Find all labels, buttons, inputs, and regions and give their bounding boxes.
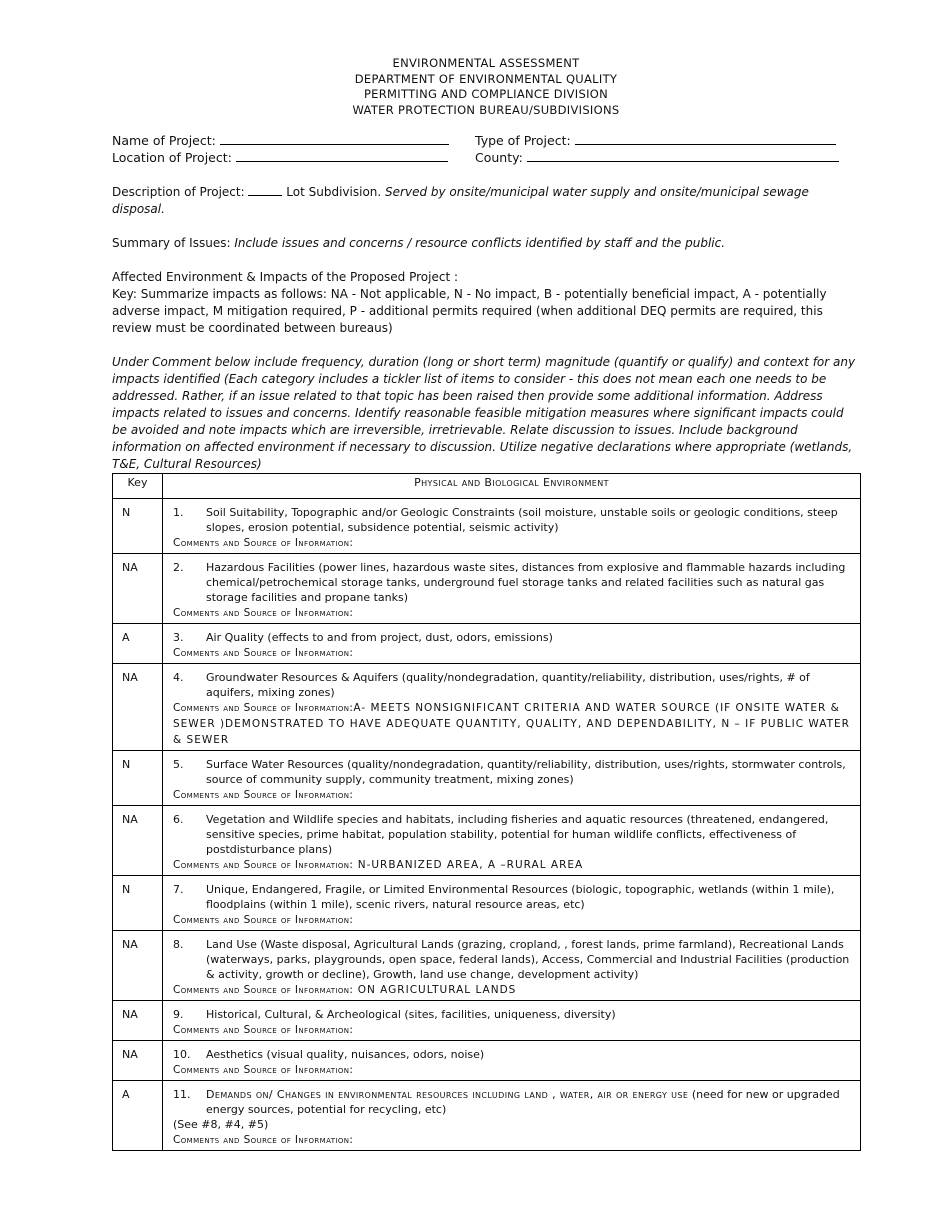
comments-label: Comments and Source of Information: — [173, 537, 354, 549]
lot-subdivision-text: Lot Subdivision. — [286, 185, 382, 199]
row-number: 10. — [173, 1048, 191, 1061]
row-key[interactable]: NA — [113, 1001, 163, 1041]
table-row — [113, 806, 861, 876]
row-body — [163, 751, 861, 806]
comments-label: Comments and Source of Information: — [173, 1024, 354, 1036]
row-key[interactable]: NA — [113, 664, 163, 751]
table-row — [113, 554, 861, 624]
impact-key-text: Key: Summarize impacts as follows: NA - Not applicable, N - No impact, B - potentially beneficial impact, A - potentially adverse impact, M mitigation required, P - additional permits required (when additional DEQ permits are required, this review must be coordinated between bureaus) — [112, 287, 827, 335]
location-of-project-field — [112, 148, 448, 166]
row-number: 1. — [173, 506, 184, 519]
row-number: 4. — [173, 671, 184, 684]
name-of-project-input[interactable] — [220, 131, 449, 145]
document-page — [112, 56, 860, 1151]
row-body — [163, 1081, 861, 1151]
row-body — [163, 806, 861, 876]
impact-table — [112, 473, 861, 1151]
row-body — [163, 1041, 861, 1081]
table-row — [113, 876, 861, 931]
row-body — [163, 554, 861, 624]
table-row — [113, 499, 861, 554]
table-row — [113, 751, 861, 806]
row-key[interactable]: NA — [113, 931, 163, 1001]
table-row — [113, 1081, 861, 1151]
row-text: Groundwater Resources & Aquifers (quality/nondegradation, quantity/reliability, distribution, uses/rights, # of aquifers, mixing zones) — [206, 671, 810, 699]
document-header — [112, 56, 860, 118]
row-number: 5. — [173, 758, 184, 771]
table-row — [113, 664, 861, 751]
row-number: 9. — [173, 1008, 184, 1021]
row-number: 2. — [173, 561, 184, 574]
row-body — [163, 624, 861, 664]
row-text: Hazardous Facilities (power lines, hazardous waste sites, distances from explosive and flammable hazards including chemical/petrochemical storage tanks, underground fuel storage tanks and related facilities such as natural gas storage facilities and propane tanks) — [206, 561, 846, 604]
row-key[interactable]: A — [113, 1081, 163, 1151]
comments-label: Comments and Source of Information: — [173, 1064, 354, 1076]
row-number: 11. — [173, 1088, 191, 1101]
comment-value[interactable]: ON AGRICULTURAL LANDS — [353, 984, 517, 996]
row-body — [163, 664, 861, 751]
comment-value[interactable]: A- MEETS NONSIGNIFICANT CRITERIA AND WATER SOURCE (IF ONSITE WATER & SEWER )DEMONSTRATED TO HAVE ADEQUATE QUANTITY, QUALITY, AND DEPENDABILITY, N – IF PUBLIC WATER & SEWER — [173, 702, 850, 746]
row-key[interactable]: NA — [113, 1041, 163, 1081]
row-text: Surface Water Resources (quality/nondegradation, quantity/reliability, distribution, uses/rights, stormwater controls, source of community supply, community treatment, mixing zones) — [206, 758, 846, 786]
served-by-text: Served by onsite/municipal water supply and onsite/municipal sewage disposal. — [112, 185, 809, 216]
name-of-project-field — [112, 131, 449, 149]
header-line-1: ENVIRONMENTAL ASSESSMENT — [392, 56, 580, 70]
row-key[interactable]: N — [113, 876, 163, 931]
header-line-4: WATER PROTECTION BUREAU/SUBDIVISIONS — [352, 102, 620, 117]
type-of-project-input[interactable] — [575, 131, 836, 145]
comments-label: Comments and Source of Information: — [173, 1134, 354, 1146]
affected-section — [112, 269, 860, 337]
comment-value[interactable]: N-URBANIZED AREA, A –RURAL AREA — [353, 859, 584, 871]
comments-label: Comments and Source of Information: — [173, 859, 354, 871]
header-line-3: PERMITTING AND COMPLIANCE DIVISION — [363, 87, 609, 101]
row-body — [163, 876, 861, 931]
key-column-header: Key — [113, 474, 163, 499]
row-key[interactable]: A — [113, 624, 163, 664]
county-input[interactable] — [527, 148, 839, 162]
project-fields — [112, 131, 860, 165]
table-row — [113, 624, 861, 664]
table-row — [113, 931, 861, 1001]
description-label: Description of Project: — [112, 185, 245, 199]
description-section — [112, 182, 860, 218]
row-number: 7. — [173, 883, 184, 896]
row-text: (need for new or upgraded energy sources, potential for recycling, etc) — [206, 1088, 840, 1116]
row-text: Vegetation and Wildlife species and habitats, including fisheries and aquatic resources (threatened, endangered, sensitive species, prime habitat, population stability, potential for human wildlife conflicts, effectiveness of postdisturbance plans) — [206, 813, 829, 856]
name-of-project-label: Name of Project: — [112, 133, 216, 148]
row-number: 3. — [173, 631, 184, 644]
physical-biological-header: Physical and Biological Environment — [163, 474, 861, 499]
location-of-project-label: Location of Project: — [112, 150, 232, 165]
table-row — [113, 1001, 861, 1041]
summary-text: Include issues and concerns / resource conflicts identified by staff and the public. — [234, 236, 726, 250]
row-key[interactable]: NA — [113, 554, 163, 624]
comments-label: Comments and Source of Information: — [173, 789, 354, 801]
header-line-2: DEPARTMENT OF ENVIRONMENTAL QUALITY — [354, 71, 618, 86]
row-body — [163, 931, 861, 1001]
instructions-text: Under Comment below include frequency, duration (long or short term) magnitude (quantify or qualify) and context for any impacts identified (Each category includes a tickler list of items to consider - this does not mean each one needs to be addressed. Rather, if an issue related to that topic has been raised then provide some additional information. Address impacts related to issues and concerns. Identify reasonable feasible mitigation measures where significant impacts could be avoided and note impacts which are irreversible, irretrievable. Relate discussion to issues. Include background information on affected environment if necessary to discussion. Utilize negative declarations where appropriate (wetlands, T&E, Cultural Resources) — [112, 355, 856, 471]
summary-label: Summary of Issues: — [112, 236, 231, 250]
row-key[interactable]: N — [113, 751, 163, 806]
row-key[interactable]: N — [113, 499, 163, 554]
row-body — [163, 1001, 861, 1041]
comments-label: Comments and Source of Information: — [173, 607, 354, 619]
affected-title: Affected Environment & Impacts of the Proposed Project : — [112, 270, 459, 284]
lot-count-input[interactable] — [248, 182, 282, 196]
row-text: Unique, Endangered, Fragile, or Limited Environmental Resources (biologic, topographic, wetlands (within 1 mile), floodplains (within 1 mile), scenic rivers, natural resource areas, etc) — [206, 883, 835, 911]
summary-section — [112, 235, 860, 252]
county-label: County: — [475, 150, 523, 165]
row-number: 6. — [173, 813, 184, 826]
type-of-project-field — [475, 131, 836, 149]
row-text: Historical, Cultural, & Archeological (sites, facilities, uniqueness, diversity) — [206, 1008, 616, 1021]
row-sc-text: Demands on/ Changes in environmental resources including land , water, air or energy use — [206, 1088, 689, 1101]
type-of-project-label: Type of Project: — [475, 133, 571, 148]
row-number: 8. — [173, 938, 184, 951]
row-text: Air Quality (effects to and from project, dust, odors, emissions) — [206, 631, 553, 644]
row-key[interactable]: NA — [113, 806, 163, 876]
table-header-row — [113, 474, 861, 499]
row-text: Aesthetics (visual quality, nuisances, odors, noise) — [206, 1048, 485, 1061]
location-of-project-input[interactable] — [236, 148, 448, 162]
comments-label: Comments and Source of Information: — [173, 702, 354, 714]
comments-label: Comments and Source of Information: — [173, 914, 354, 926]
table-row — [113, 1041, 861, 1081]
row-see-refs: (See #8, #4, #5) — [173, 1118, 269, 1131]
row-body — [163, 499, 861, 554]
row-text: Land Use (Waste disposal, Agricultural Lands (grazing, cropland, , forest lands, prime farmland), Recreational Lands (waterways, parks, playgrounds, open space, federal lands), Access, Commercial and Industrial Facilities (production & activity, growth or decline), Growth, land use change, development activity) — [206, 938, 850, 981]
row-text: Soil Suitability, Topographic and/or Geologic Constraints (soil moisture, unstable soils or geologic conditions, steep slopes, erosion potential, subsidence potential, seismic activity) — [206, 506, 838, 534]
comments-label: Comments and Source of Information: — [173, 984, 354, 996]
county-field — [475, 148, 839, 166]
comments-label: Comments and Source of Information: — [173, 647, 354, 659]
